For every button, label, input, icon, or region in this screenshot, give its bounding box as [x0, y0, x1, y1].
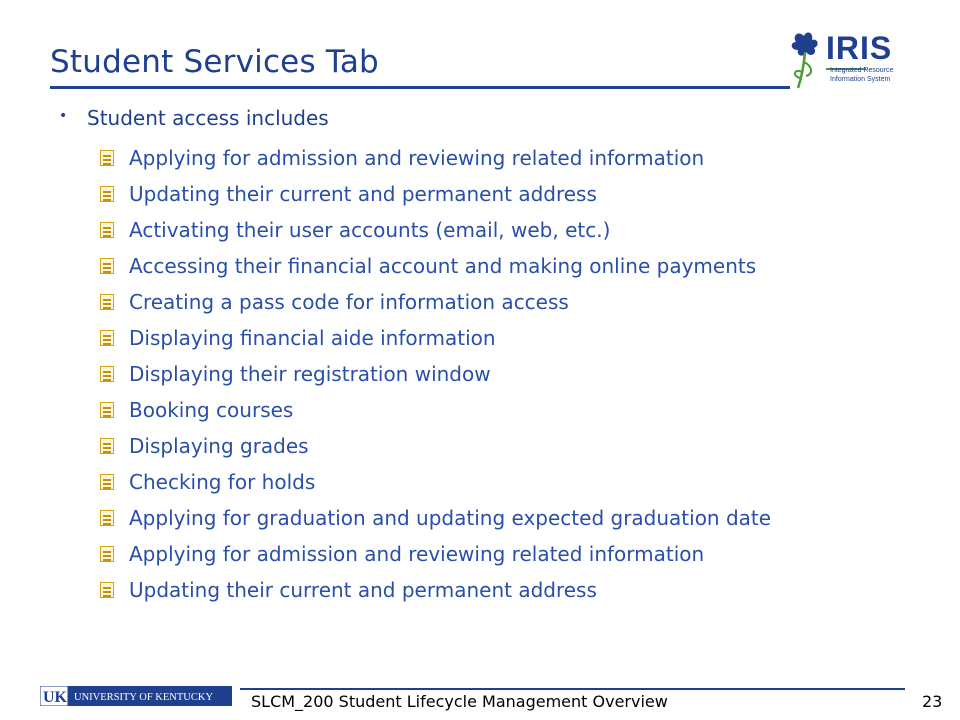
logo-wordmark: IRIS [826, 30, 893, 66]
note-icon [100, 510, 114, 526]
bullet-icon: • [59, 108, 68, 124]
list-item: Applying for admission and reviewing related information [100, 536, 771, 572]
footer-course-title: SLCM_200 Student Lifecycle Management Overview [251, 692, 668, 711]
university-logo [40, 686, 232, 706]
lead-text: Student access includes [87, 106, 329, 130]
university-mark: UK [43, 689, 67, 706]
list-item: Applying for graduation and updating expected graduation date [100, 500, 771, 536]
list-item: Checking for holds [100, 464, 771, 500]
list-item: Displaying their registration window [100, 356, 771, 392]
title-underline [50, 86, 790, 89]
page-number: 23 [922, 692, 943, 711]
note-icon [100, 366, 114, 382]
slide-title: Student Services Tab [50, 44, 379, 80]
note-icon [100, 150, 114, 166]
note-icon [100, 546, 114, 562]
note-icon [100, 186, 114, 202]
list-item: Creating a pass code for information access [100, 284, 771, 320]
list-item: Displaying grades [100, 428, 771, 464]
note-icon [100, 582, 114, 598]
note-icon [100, 258, 114, 274]
footer-rule [240, 688, 905, 690]
note-icon [100, 474, 114, 490]
note-icon [100, 438, 114, 454]
university-logo-text: UNIVERSITY OF KENTUCKY [74, 692, 214, 703]
logo-subtitle-2: Information System [830, 76, 891, 83]
list-item: Applying for admission and reviewing related information [100, 140, 771, 176]
note-icon [100, 222, 114, 238]
list-item: Booking courses [100, 392, 771, 428]
logo-subtitle-1: Integrated Resource [830, 67, 894, 74]
list-item: Accessing their financial account and making online payments [100, 248, 771, 284]
list-item: Displaying financial aide information [100, 320, 771, 356]
list-item: Updating their current and permanent address [100, 176, 771, 212]
list-item: Activating their user accounts (email, web, etc.) [100, 212, 771, 248]
list-item: Updating their current and permanent address [100, 572, 771, 608]
note-icon [100, 402, 114, 418]
sub-bullet-list [100, 140, 771, 608]
note-icon [100, 294, 114, 310]
note-icon [100, 330, 114, 346]
